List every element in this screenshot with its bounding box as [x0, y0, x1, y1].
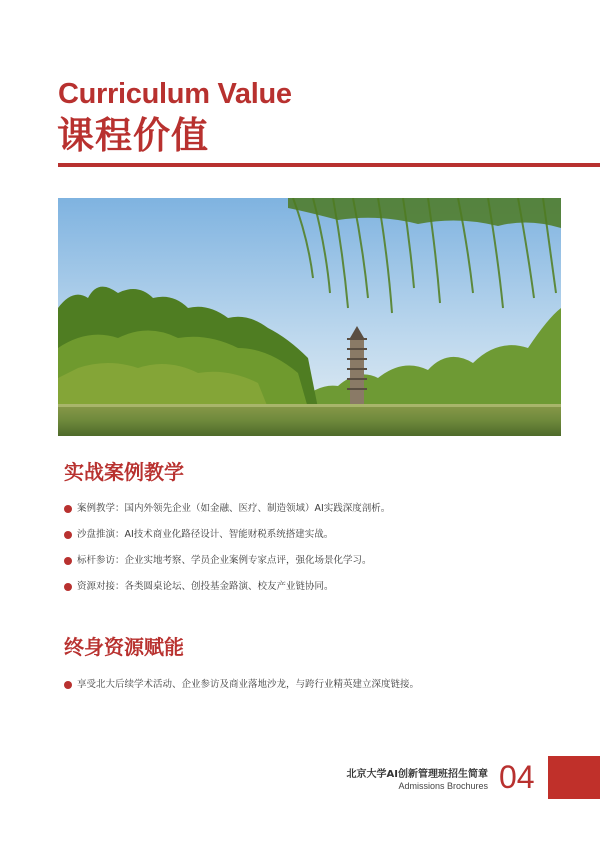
list-item	[64, 580, 390, 594]
campus-photo	[58, 198, 561, 436]
list-item-text: 沙盘推演：AI技术商业化路径设计、智能财税系统搭建实战。	[77, 529, 334, 540]
brochure-title-english: Admissions Brochures	[398, 781, 488, 791]
title-divider	[58, 163, 600, 167]
list-item-text: 资源对接：各类圆桌论坛、创投基金路演、校友产业链协同。	[77, 581, 334, 592]
title-english: Curriculum Value	[58, 78, 292, 110]
bullet-dot-icon	[64, 583, 72, 591]
list-item	[64, 678, 419, 692]
list-item-text: 案例教学：国内外领先企业（如金融、医疗、制造领域）AI实践深度剖析。	[77, 503, 391, 514]
lifelong-resources-list	[64, 678, 419, 704]
bullet-dot-icon	[64, 531, 72, 539]
bullet-dot-icon	[64, 557, 72, 565]
list-item-text: 标杆参访：企业实地考察、学员企业案例专家点评，强化场景化学习。	[77, 555, 372, 566]
footer-accent-block	[548, 756, 600, 799]
title-chinese: 课程价值	[57, 114, 209, 157]
list-item-text: 享受北大后续学术活动、企业参访及商业落地沙龙，与跨行业精英建立深度链接。	[77, 679, 420, 690]
list-item	[64, 554, 390, 568]
practical-cases-list	[64, 502, 390, 606]
bullet-dot-icon	[64, 681, 72, 689]
list-item	[64, 502, 390, 516]
list-item	[64, 528, 390, 542]
bullet-dot-icon	[64, 505, 72, 513]
brochure-title-chinese: 北京大学AI创新管理班招生简章	[346, 769, 488, 780]
section-title-lifelong-resources: 终身资源赋能	[64, 635, 184, 659]
section-title-practical-cases: 实战案例教学	[64, 460, 184, 484]
page-number: 04	[499, 759, 535, 795]
